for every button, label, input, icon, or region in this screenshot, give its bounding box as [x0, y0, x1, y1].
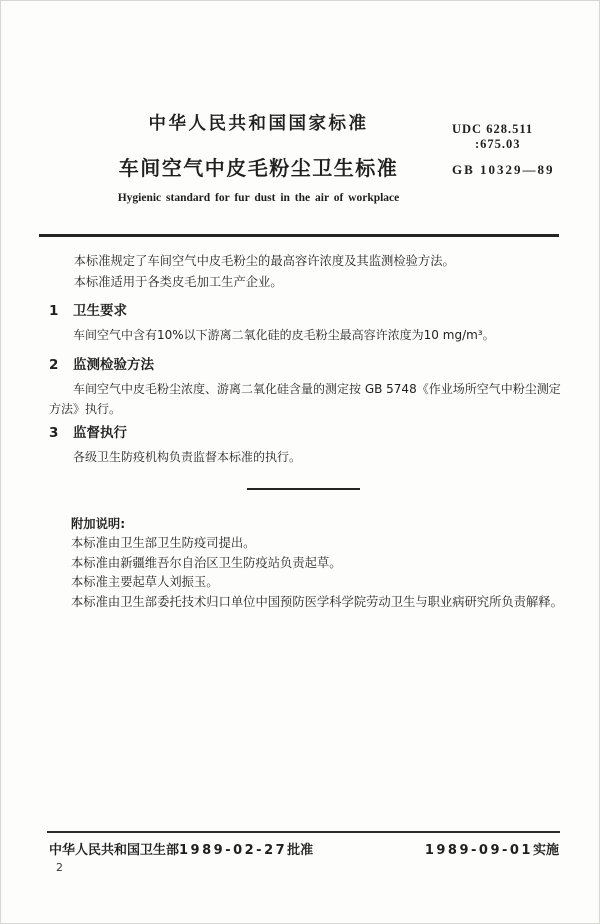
udc-code: UDC 628.511: [452, 122, 534, 136]
section-title: 监测检验方法: [73, 357, 154, 373]
section-body-supervision: 各级卫生防疫机构负责监督本标准的执行。: [73, 450, 302, 464]
implementation-date: 1989-09-01: [424, 843, 533, 858]
national-standard-title: 中华人民共和国国家标准: [148, 114, 369, 134]
section-number: 2: [49, 357, 59, 373]
footer-row: [49, 839, 559, 858]
appendix-title: 附加说明:: [71, 517, 126, 531]
page-number: 2: [56, 861, 63, 874]
standard-title-en: Hygienic standard for fur dust in the air of workplace: [117, 192, 400, 204]
appendix-item-chief-drafter: 本标准主要起草人刘振玉。: [71, 575, 219, 590]
section-body-monitoring-methods: 车间空气中皮毛粉尘浓度、游离二氧化硅含量的测定按 GB 5748《作业场所空气中粉尘测定方法》执行。: [49, 382, 561, 416]
appendix-item-interpreted-by: 本标准由卫生部委托技术归口单位中国预防医学科学院劳动卫生与职业病研究所负责解释。: [71, 594, 563, 609]
section-heading-hygiene-requirements: [49, 299, 127, 319]
section-number: 1: [49, 303, 59, 319]
section-heading-supervision: [49, 421, 127, 441]
implementation-statement: [425, 839, 559, 858]
end-of-text-divider-rule: [247, 488, 360, 490]
intro-paragraph-applicability: 本标准适用于各类皮毛加工生产企业。: [73, 274, 283, 289]
intro-block: [49, 251, 549, 292]
section-number: 3: [49, 425, 59, 441]
footer-divider-rule: [47, 831, 560, 833]
intro-paragraph-scope: 本标准规定了车间空气中皮毛粉尘的最高容许浓度及其监测检验方法。: [73, 254, 455, 268]
udc-code-secondary: :675.03: [475, 137, 521, 151]
appendix-item-proposed-by: 本标准由卫生部卫生防疫司提出。: [71, 536, 256, 551]
appendix-block: [71, 515, 571, 612]
appendix-item-drafted-by: 本标准由新疆维吾尔自治区卫生防疫站负责起草。: [71, 555, 342, 570]
standard-title-cn: 车间空气中皮毛粉尘卫生标准: [118, 156, 399, 180]
approval-authority: 中华人民共和国卫生部: [49, 843, 180, 858]
section-title: 监督执行: [73, 425, 127, 441]
implementation-suffix: 实施: [532, 843, 559, 858]
approval-statement: [49, 839, 313, 858]
header-divider-rule: [39, 234, 559, 237]
section-body-hygiene-requirements: 车间空气中含有10%以下游离二氧化硅的皮毛粉尘最高容许浓度为10 mg/m³。: [73, 328, 495, 342]
section-title: 卫生要求: [73, 303, 127, 319]
section-heading-monitoring-methods: [49, 353, 154, 373]
approval-suffix: 批准: [287, 843, 314, 858]
standard-number: GB 10329—89: [452, 162, 555, 177]
approval-date: 1989-02-27: [179, 843, 288, 858]
header-codes-block: [452, 122, 555, 178]
